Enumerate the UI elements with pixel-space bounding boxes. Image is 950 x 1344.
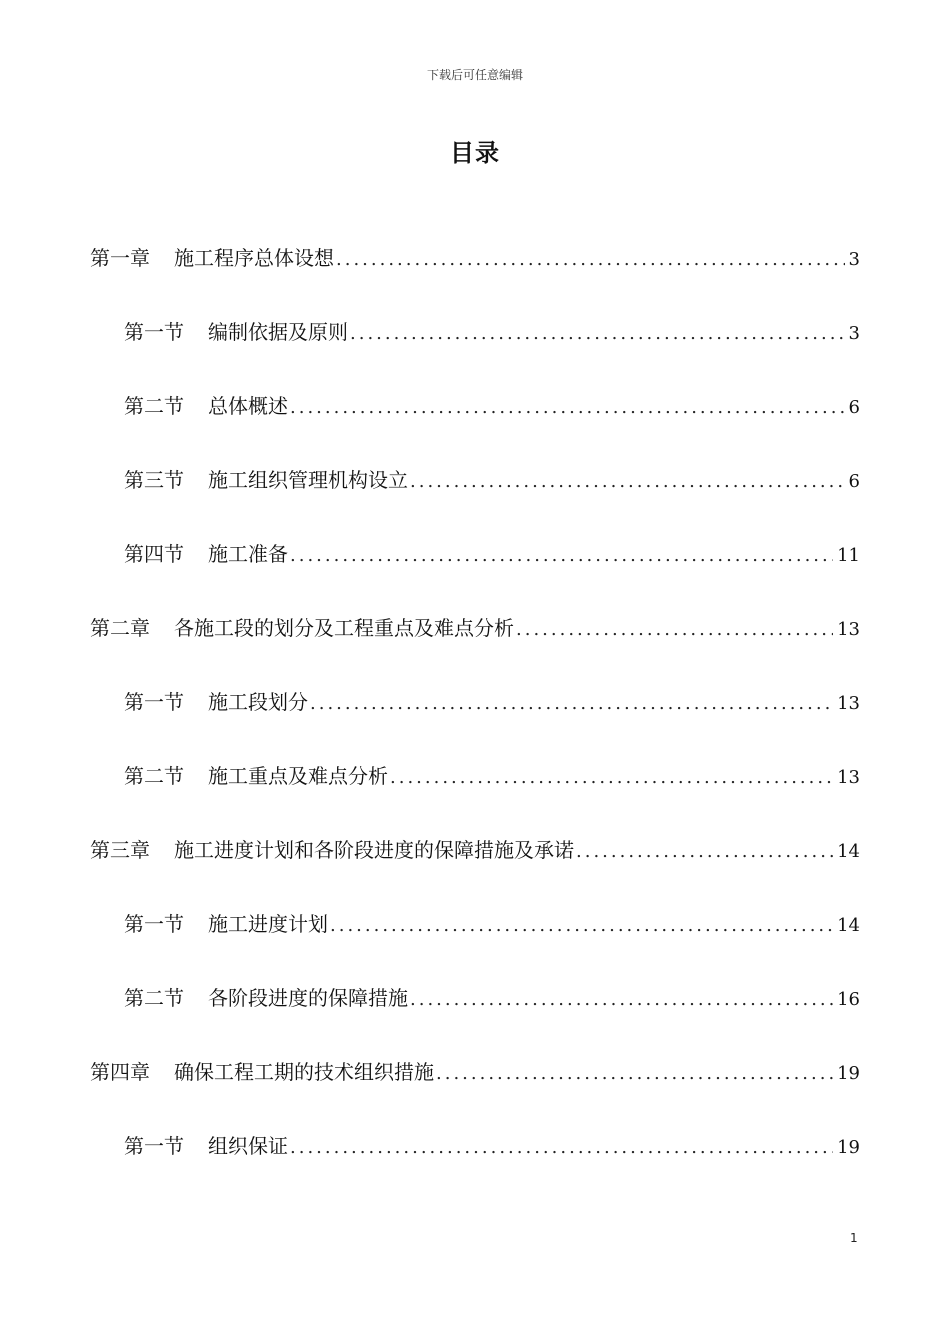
toc-entry-page: 3 [848, 323, 860, 344]
toc-entry-title: 施工程序总体设想 [174, 246, 334, 270]
toc-entry-section-1-4[interactable] [124, 538, 860, 568]
toc-entry-page: 11 [837, 545, 860, 566]
toc-entry-section-3-2[interactable] [124, 982, 860, 1012]
toc-entry-title: 施工进度计划 [208, 912, 328, 936]
toc-entry-number: 第三节 [124, 468, 184, 492]
toc-dot-leader [576, 841, 833, 862]
toc-dot-leader [290, 397, 845, 418]
toc-entry-number: 第四章 [90, 1060, 150, 1084]
toc-entry-number: 第二节 [124, 986, 184, 1010]
toc-entry-page: 16 [837, 989, 860, 1010]
toc-entry-page: 14 [837, 915, 860, 936]
toc-entry-page: 13 [837, 693, 860, 714]
toc-entry-section-1-3[interactable] [124, 464, 860, 494]
toc-entry-number: 第一节 [124, 320, 184, 344]
toc-entry-chapter-1[interactable] [90, 242, 860, 272]
toc-entry-chapter-4[interactable] [90, 1056, 860, 1086]
toc-entry-number: 第一节 [124, 912, 184, 936]
toc-entry-chapter-2[interactable] [90, 612, 860, 642]
toc-entry-number: 第二章 [90, 616, 150, 640]
toc-entry-title: 施工重点及难点分析 [208, 764, 388, 788]
toc-dot-leader [336, 249, 845, 270]
toc-dot-leader [350, 323, 845, 344]
toc-entry-chapter-3[interactable] [90, 834, 860, 864]
toc-entry-number: 第一章 [90, 246, 150, 270]
toc-entry-page: 6 [848, 397, 860, 418]
page-number: 1 [850, 1231, 858, 1245]
toc-entry-section-1-1[interactable] [124, 316, 860, 346]
toc-entry-section-2-1[interactable] [124, 686, 860, 716]
toc-dot-leader [410, 989, 833, 1010]
toc-dot-leader [310, 693, 833, 714]
toc-entry-section-2-2[interactable] [124, 760, 860, 790]
toc-entry-section-1-2[interactable] [124, 390, 860, 420]
toc-entry-page: 6 [848, 471, 860, 492]
toc-entry-number: 第一节 [124, 1134, 184, 1158]
toc-dot-leader [410, 471, 845, 492]
toc-entry-number: 第三章 [90, 838, 150, 862]
toc-entry-section-3-1[interactable] [124, 908, 860, 938]
toc-dot-leader [290, 545, 833, 566]
toc-dot-leader [390, 767, 833, 788]
page-header-note: 下载后可任意编辑 [426, 68, 523, 82]
toc-entry-page: 13 [837, 767, 860, 788]
toc-dot-leader [330, 915, 833, 936]
toc-entry-page: 13 [837, 619, 860, 640]
toc-entry-title: 施工段划分 [208, 690, 308, 714]
toc-entry-number: 第二节 [124, 394, 184, 418]
toc-entry-title: 施工组织管理机构设立 [208, 468, 408, 492]
toc-entry-title: 各阶段进度的保障措施 [208, 986, 408, 1010]
toc-entry-section-4-1[interactable] [124, 1130, 860, 1160]
toc-entry-title: 施工进度计划和各阶段进度的保障措施及承诺 [174, 838, 574, 862]
toc-dot-leader [290, 1137, 833, 1158]
toc-entry-title: 确保工程工期的技术组织措施 [174, 1060, 434, 1084]
toc-dot-leader [516, 619, 833, 640]
toc-dot-leader [436, 1063, 833, 1084]
toc-entry-number: 第一节 [124, 690, 184, 714]
toc-entry-number: 第二节 [124, 764, 184, 788]
toc-title: 目录 [450, 139, 500, 167]
toc-entry-number: 第四节 [124, 542, 184, 566]
toc-entry-title: 组织保证 [208, 1134, 288, 1158]
toc-entry-title: 编制依据及原则 [208, 320, 348, 344]
toc-entry-page: 19 [837, 1137, 860, 1158]
toc-entry-title: 各施工段的划分及工程重点及难点分析 [174, 616, 514, 640]
toc-entry-page: 19 [837, 1063, 860, 1084]
toc-entry-title: 施工准备 [208, 542, 288, 566]
toc-entry-title: 总体概述 [208, 394, 288, 418]
toc-entry-page: 3 [848, 249, 860, 270]
toc-entry-page: 14 [837, 841, 860, 862]
